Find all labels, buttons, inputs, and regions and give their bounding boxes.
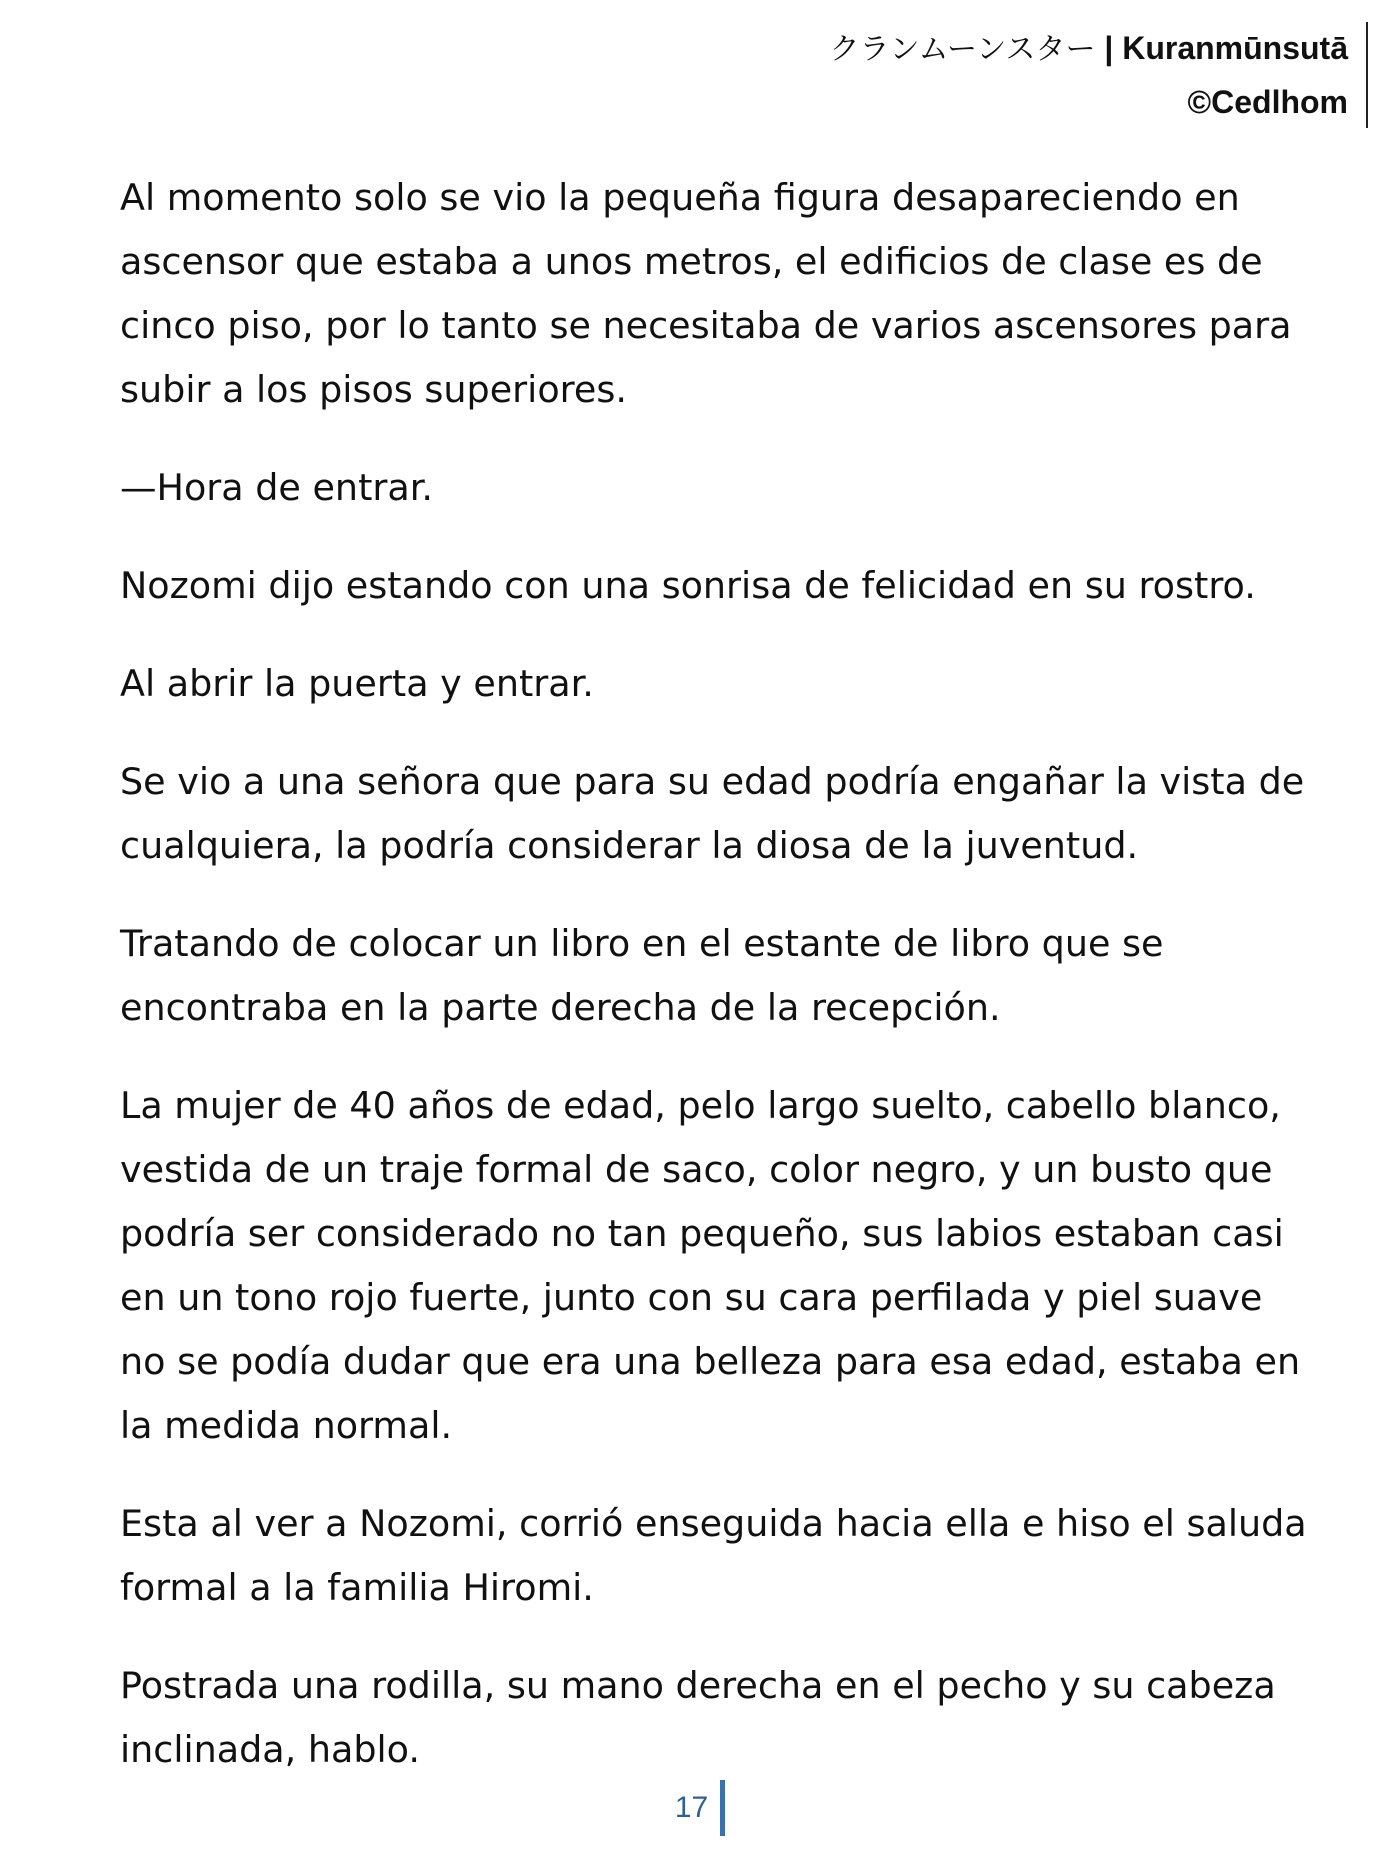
paragraph: —Hora de entrar.	[120, 466, 434, 509]
header-title-line	[830, 22, 1348, 76]
page-number: 17	[675, 1780, 725, 1836]
header-title-romaji: Kuranmūnsutā	[1122, 30, 1348, 66]
paragraph: Se vio a una señora que para su edad podría engañar la vista de cualquiera, la podría considerar la diosa de la juventud.	[120, 760, 1305, 867]
page-header	[830, 22, 1368, 128]
paragraph: Al momento solo se vio la pequeña figura desapareciendo en ascensor que estaba a unos metros, el edificios de clase es de cinco piso, por lo tanto se necesitaba de varios ascensores para subir a los pisos superiores.	[120, 176, 1292, 411]
paragraph: Nozomi dijo estando con una sonrisa de felicidad en su rostro.	[120, 564, 1256, 607]
header-separator: |	[1104, 30, 1114, 66]
paragraph: La mujer de 40 años de edad, pelo largo suelto, cabello blanco, vestida de un traje formal de saco, color negro, y un busto que podría ser considerado no tan pequeño, sus labios estaban casi en un tono rojo fuerte, junto con su cara perfilada y piel suave no se podía dudar que era una belleza para esa edad, estaba en la medida normal.	[120, 1084, 1301, 1447]
paragraph: Postrada una rodilla, su mano derecha en el pecho y su cabeza inclinada, hablo.	[120, 1664, 1276, 1771]
header-copyright: ©Cedlhom	[1187, 84, 1348, 120]
page-body	[120, 166, 1310, 1816]
paragraph: Al abrir la puerta y entrar.	[120, 662, 594, 705]
paragraph: Esta al ver a Nozomi, corrió enseguida hacia ella e hiso el saluda formal a la familia Hiromi.	[120, 1502, 1307, 1609]
header-title-japanese: クランムーンスター	[829, 32, 1096, 67]
paragraph: Tratando de colocar un libro en el estante de libro que se encontraba en la parte derecha de la recepción.	[120, 922, 1164, 1029]
page-footer	[0, 1780, 1400, 1836]
